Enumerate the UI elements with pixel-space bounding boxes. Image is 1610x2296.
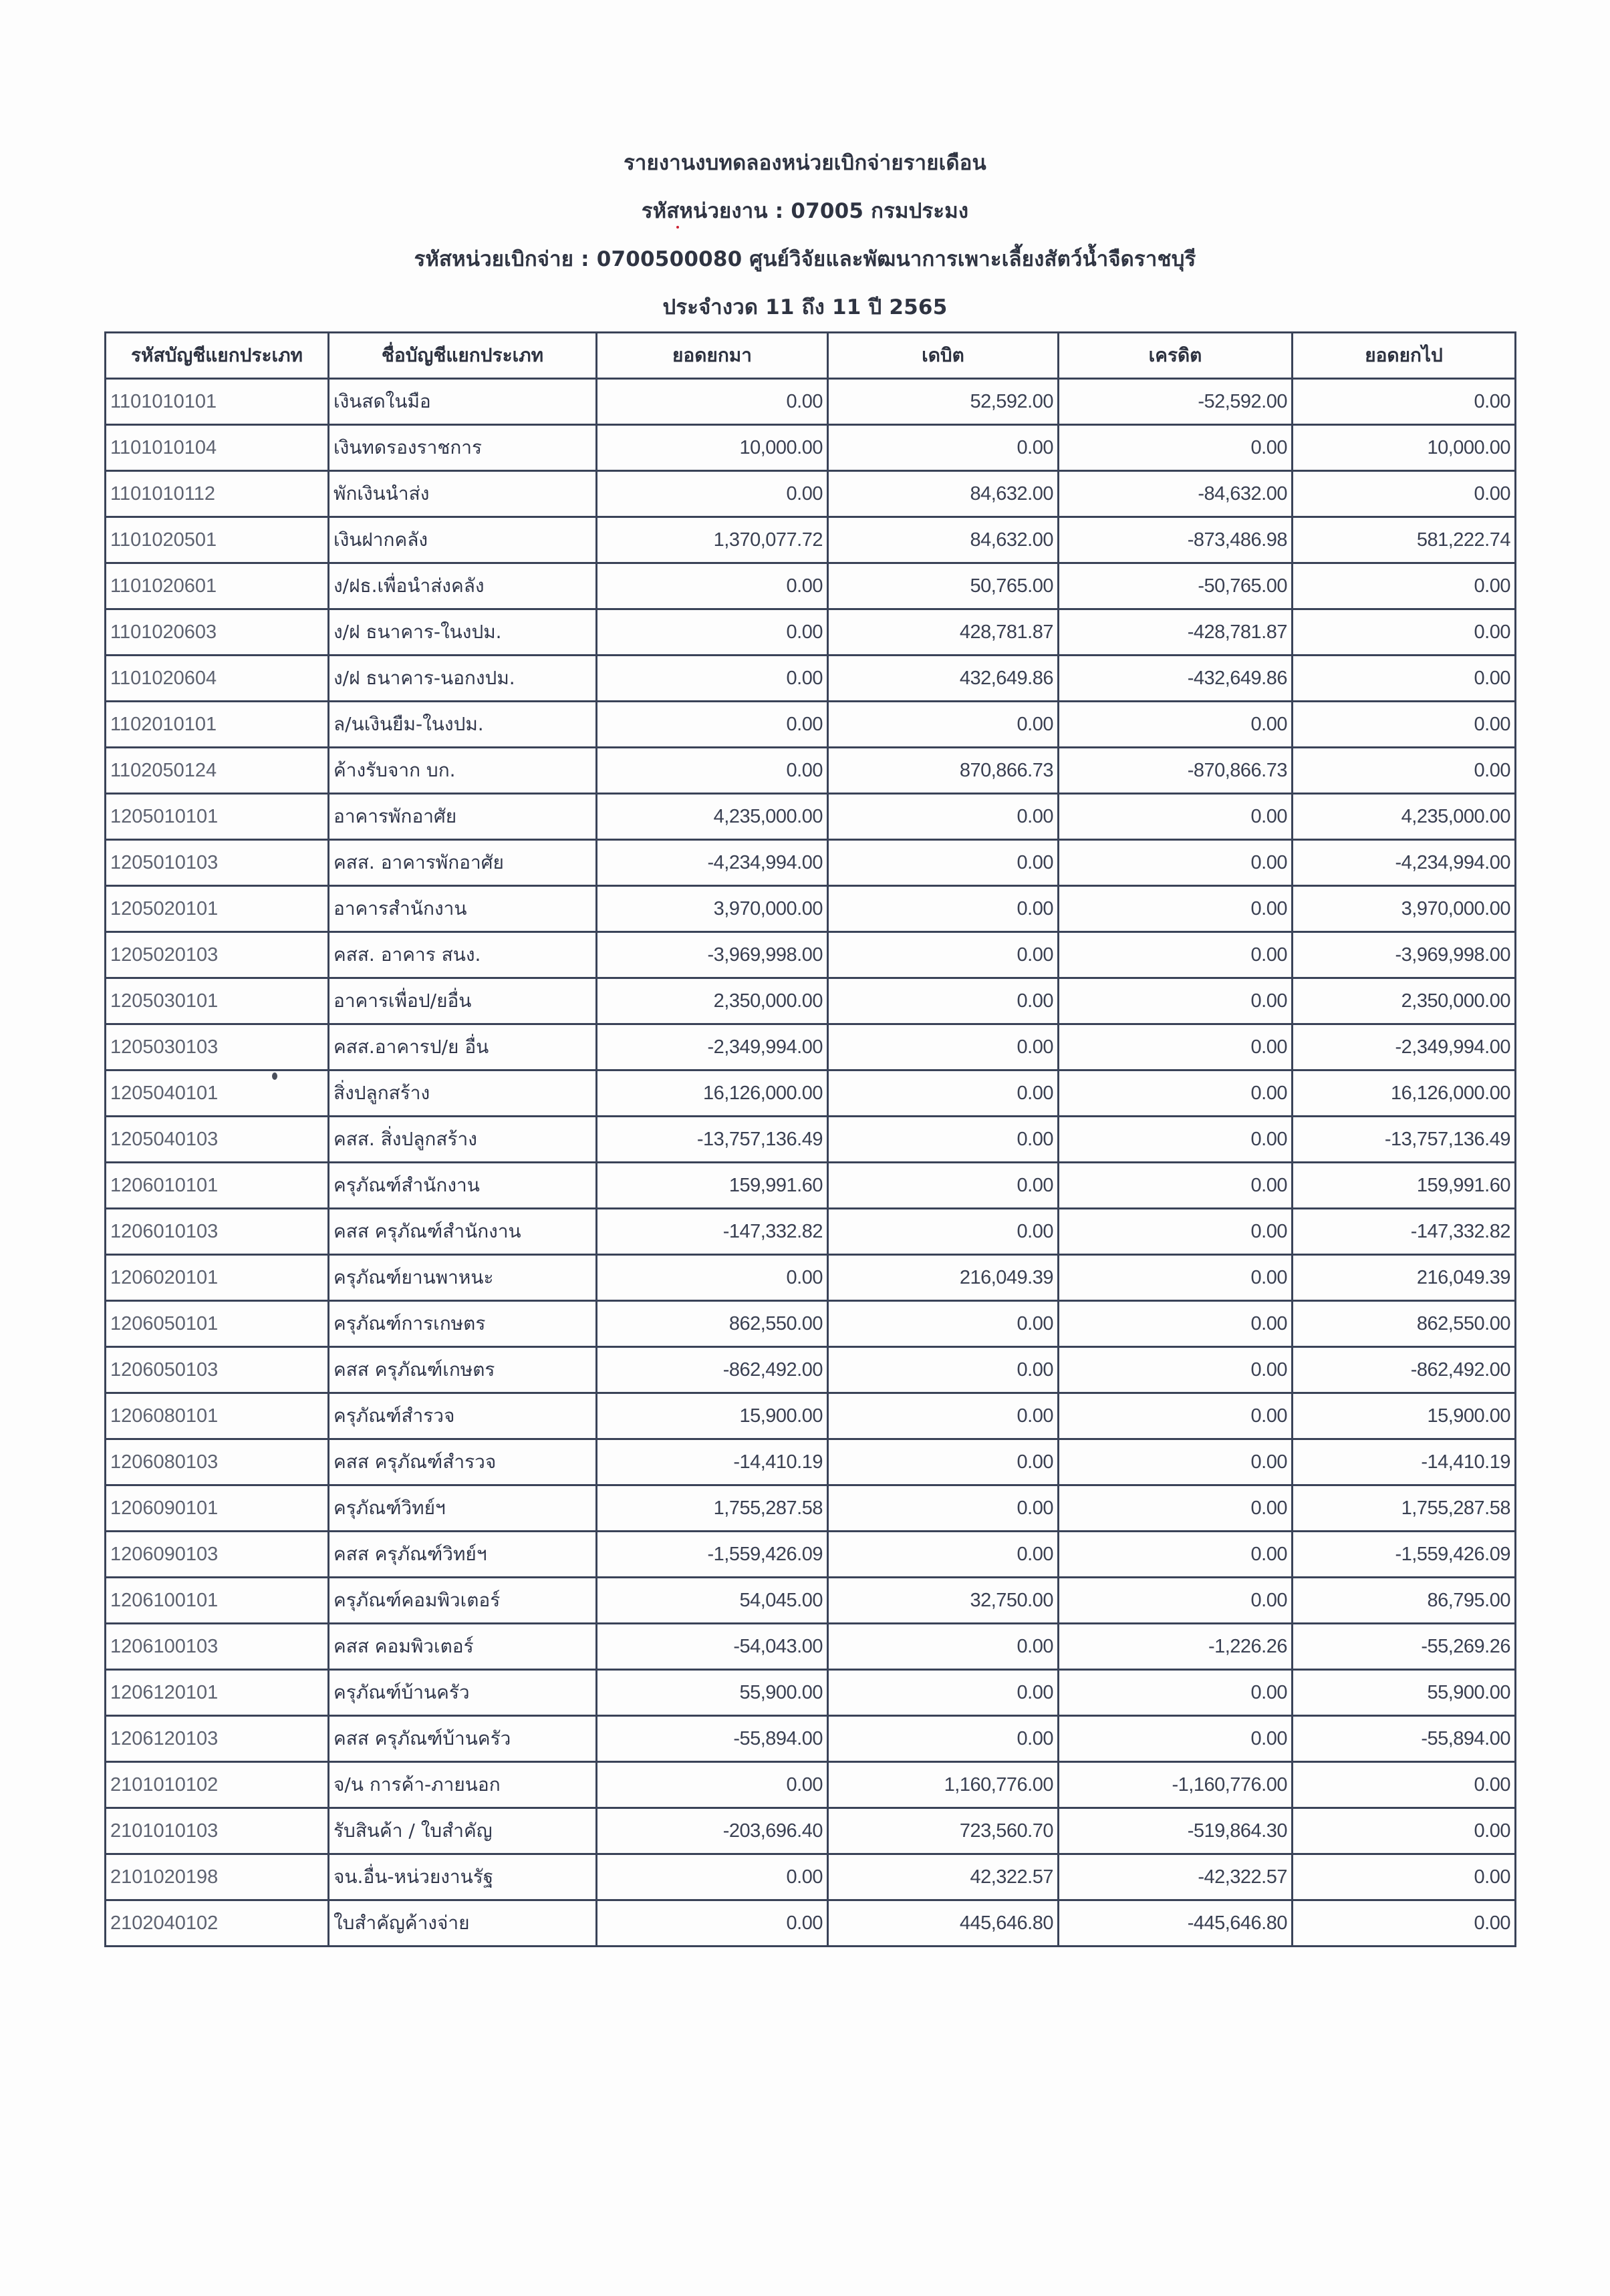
table-row [106,1070,1516,1117]
credit-cell: 0.00 [1059,1347,1293,1393]
debit-cell: 0.00 [828,1624,1059,1670]
debit-cell: 0.00 [828,1209,1059,1255]
credit-cell: 0.00 [1059,1301,1293,1347]
carried-forward-cell: 581,222.74 [1293,517,1516,563]
account-name-cell: คสส ครุภัณฑ์วิทย์ฯ [329,1532,597,1578]
table-row [106,794,1516,840]
carried-forward-cell: 0.00 [1293,471,1516,517]
account-name-cell: คสส ครุภัณฑ์บ้านครัว [329,1716,597,1762]
carried-forward-cell: 3,970,000.00 [1293,886,1516,932]
column-header-brought-forward: ยอดยกมา [597,333,828,379]
carried-forward-cell: 15,900.00 [1293,1393,1516,1439]
account-code-cell: 1101010112 [106,471,329,517]
table-row [106,978,1516,1024]
account-code-cell: 1206080103 [106,1439,329,1485]
account-name-cell: ง/ฝธ.เพื่อนำส่งคลัง [329,563,597,609]
table-row [106,1255,1516,1301]
table-row [106,609,1516,656]
credit-cell: 0.00 [1059,1532,1293,1578]
period-line: ประจำงวด 11 ถึง 11 ปี 2565 [662,295,948,319]
credit-cell: -873,486.98 [1059,517,1293,563]
account-name-cell: ครุภัณฑ์สำรวจ [329,1393,597,1439]
account-name-cell: ครุภัณฑ์บ้านครัว [329,1670,597,1716]
debit-cell: 0.00 [828,932,1059,978]
table-row [106,886,1516,932]
carried-forward-cell: 0.00 [1293,656,1516,702]
debit-cell: 445,646.80 [828,1900,1059,1947]
account-code-cell: 1206050101 [106,1301,329,1347]
account-code-cell: 1102010101 [106,702,329,748]
carried-forward-cell: 0.00 [1293,563,1516,609]
carried-forward-cell: 159,991.60 [1293,1163,1516,1209]
brought-forward-cell: -55,894.00 [597,1716,828,1762]
account-code-cell: 1101020604 [106,656,329,702]
carried-forward-cell: -4,234,994.00 [1293,840,1516,886]
column-header-account-code: รหัสบัญชีแยกประเภท [106,333,329,379]
account-code-cell: 1101020603 [106,609,329,656]
carried-forward-cell: 10,000.00 [1293,425,1516,471]
table-row [106,1532,1516,1578]
account-code-cell: 1205030101 [106,978,329,1024]
account-name-cell: จน.อื่น-หน่วยงานรัฐ [329,1854,597,1900]
carried-forward-cell: 2,350,000.00 [1293,978,1516,1024]
brought-forward-cell: -862,492.00 [597,1347,828,1393]
debit-cell: 0.00 [828,1393,1059,1439]
account-code-cell: 1205020103 [106,932,329,978]
carried-forward-cell: -13,757,136.49 [1293,1117,1516,1163]
debit-cell: 0.00 [828,1670,1059,1716]
account-name-cell: อาคารสำนักงาน [329,886,597,932]
credit-cell: 0.00 [1059,1117,1293,1163]
debit-cell: 0.00 [828,1439,1059,1485]
table-row [106,1347,1516,1393]
account-name-cell: ใบสำคัญค้างจ่าย [329,1900,597,1947]
account-code-cell: 1206080101 [106,1393,329,1439]
table-row [106,1393,1516,1439]
account-code-cell: 1206020101 [106,1255,329,1301]
carried-forward-cell: 4,235,000.00 [1293,794,1516,840]
table-row [106,748,1516,794]
brought-forward-cell: 0.00 [597,702,828,748]
trial-balance-table [104,331,1516,1947]
account-code-cell: 2102040102 [106,1900,329,1947]
table-row [106,563,1516,609]
credit-cell: -428,781.87 [1059,609,1293,656]
account-name-cell: จ/น การค้า-ภายนอก [329,1762,597,1808]
carried-forward-cell: -147,332.82 [1293,1209,1516,1255]
brought-forward-cell: 0.00 [597,379,828,425]
brought-forward-cell: 0.00 [597,1854,828,1900]
account-code-cell: 2101010102 [106,1762,329,1808]
table-row [106,1439,1516,1485]
brought-forward-cell: 54,045.00 [597,1578,828,1624]
brought-forward-cell: 0.00 [597,563,828,609]
account-name-cell: ล/นเงินยืม-ในงปม. [329,702,597,748]
debit-cell: 0.00 [828,1347,1059,1393]
scan-speck [272,1072,277,1080]
account-name-cell: คสส ครุภัณฑ์สำรวจ [329,1439,597,1485]
debit-cell: 0.00 [828,840,1059,886]
account-name-cell: ครุภัณฑ์การเกษตร [329,1301,597,1347]
account-code-cell: 1205030103 [106,1024,329,1070]
brought-forward-cell: -3,969,998.00 [597,932,828,978]
brought-forward-cell: 0.00 [597,1255,828,1301]
account-code-cell: 2101010103 [106,1808,329,1854]
account-name-cell: ครุภัณฑ์วิทย์ฯ [329,1485,597,1532]
debit-cell: 0.00 [828,1163,1059,1209]
account-code-cell: 1206010103 [106,1209,329,1255]
account-code-cell: 1206090103 [106,1532,329,1578]
column-header-account-name: ชื่อบัญชีแยกประเภท [329,333,597,379]
scan-speck [676,226,679,229]
brought-forward-cell: 0.00 [597,1900,828,1947]
brought-forward-cell: 0.00 [597,609,828,656]
account-name-cell: คสส คอมพิวเตอร์ [329,1624,597,1670]
account-code-cell: 1206100103 [106,1624,329,1670]
table-row [106,1163,1516,1209]
debit-cell: 1,160,776.00 [828,1762,1059,1808]
carried-forward-cell: -55,894.00 [1293,1716,1516,1762]
credit-cell: 0.00 [1059,1393,1293,1439]
table-row [106,1670,1516,1716]
credit-cell: 0.00 [1059,886,1293,932]
account-name-cell: ครุภัณฑ์ยานพาหนะ [329,1255,597,1301]
debit-cell: 0.00 [828,1485,1059,1532]
credit-cell: 0.00 [1059,1163,1293,1209]
credit-cell: -519,864.30 [1059,1808,1293,1854]
credit-cell: 0.00 [1059,978,1293,1024]
credit-cell: 0.00 [1059,840,1293,886]
brought-forward-cell: 1,370,077.72 [597,517,828,563]
account-name-cell: ง/ฝ ธนาคาร-ในงปม. [329,609,597,656]
account-name-cell: คสส ครุภัณฑ์สำนักงาน [329,1209,597,1255]
account-name-cell: อาคารเพื่อป/ยอื่น [329,978,597,1024]
table-row [106,1808,1516,1854]
credit-cell: -1,160,776.00 [1059,1762,1293,1808]
credit-cell: -432,649.86 [1059,656,1293,702]
account-code-cell: 1206090101 [106,1485,329,1532]
brought-forward-cell: -14,410.19 [597,1439,828,1485]
brought-forward-cell: 0.00 [597,1762,828,1808]
account-code-cell: 1206050103 [106,1347,329,1393]
account-name-cell: คสส. สิ่งปลูกสร้าง [329,1117,597,1163]
column-header-carried-forward: ยอดยกไป [1293,333,1516,379]
carried-forward-cell: 0.00 [1293,702,1516,748]
brought-forward-cell: 2,350,000.00 [597,978,828,1024]
account-code-cell: 1206100101 [106,1578,329,1624]
credit-cell: -84,632.00 [1059,471,1293,517]
brought-forward-cell: -147,332.82 [597,1209,828,1255]
account-name-cell: อาคารพักอาศัย [329,794,597,840]
brought-forward-cell: 16,126,000.00 [597,1070,828,1117]
credit-cell: 0.00 [1059,1255,1293,1301]
debit-cell: 0.00 [828,425,1059,471]
account-code-cell: 1102050124 [106,748,329,794]
table-row [106,702,1516,748]
table-row [106,1209,1516,1255]
carried-forward-cell: 0.00 [1293,748,1516,794]
brought-forward-cell: 159,991.60 [597,1163,828,1209]
table-body [106,379,1516,1947]
account-code-cell: 1206010101 [106,1163,329,1209]
carried-forward-cell: 0.00 [1293,1808,1516,1854]
credit-cell: 0.00 [1059,932,1293,978]
debit-cell: 50,765.00 [828,563,1059,609]
brought-forward-cell: -2,349,994.00 [597,1024,828,1070]
credit-cell: 0.00 [1059,1485,1293,1532]
carried-forward-cell: -1,559,426.09 [1293,1532,1516,1578]
debit-cell: 0.00 [828,1024,1059,1070]
account-name-cell: คสส.อาคารป/ย อื่น [329,1024,597,1070]
brought-forward-cell: 862,550.00 [597,1301,828,1347]
account-code-cell: 1206120101 [106,1670,329,1716]
table-row [106,517,1516,563]
account-name-cell: ครุภัณฑ์สำนักงาน [329,1163,597,1209]
brought-forward-cell: -54,043.00 [597,1624,828,1670]
carried-forward-cell: -55,269.26 [1293,1624,1516,1670]
credit-cell: 0.00 [1059,1716,1293,1762]
credit-cell: 0.00 [1059,794,1293,840]
debit-cell: 0.00 [828,702,1059,748]
brought-forward-cell: 55,900.00 [597,1670,828,1716]
account-name-cell: เงินสดในมือ [329,379,597,425]
debit-cell: 428,781.87 [828,609,1059,656]
brought-forward-cell: -203,696.40 [597,1808,828,1854]
brought-forward-cell: -4,234,994.00 [597,840,828,886]
column-header-debit: เดบิต [828,333,1059,379]
table-row [106,1485,1516,1532]
carried-forward-cell: 0.00 [1293,1762,1516,1808]
account-name-cell: พักเงินนำส่ง [329,471,597,517]
account-name-cell: คสส. อาคาร สนง. [329,932,597,978]
account-code-cell: 1205010103 [106,840,329,886]
credit-cell: 0.00 [1059,1024,1293,1070]
carried-forward-cell: -3,969,998.00 [1293,932,1516,978]
debit-cell: 32,750.00 [828,1578,1059,1624]
debit-cell: 84,632.00 [828,471,1059,517]
account-name-cell: สิ่งปลูกสร้าง [329,1070,597,1117]
debit-cell: 0.00 [828,1117,1059,1163]
table-row [106,1762,1516,1808]
debit-cell: 0.00 [828,1070,1059,1117]
brought-forward-cell: 10,000.00 [597,425,828,471]
table-row [106,1716,1516,1762]
brought-forward-cell: 0.00 [597,656,828,702]
credit-cell: 0.00 [1059,425,1293,471]
debit-cell: 0.00 [828,1716,1059,1762]
account-code-cell: 1101010101 [106,379,329,425]
carried-forward-cell: 0.00 [1293,1854,1516,1900]
account-name-cell: ง/ฝ ธนาคาร-นอกงปม. [329,656,597,702]
account-name-cell: เงินฝากคลัง [329,517,597,563]
carried-forward-cell: -862,492.00 [1293,1347,1516,1393]
table-row [106,1301,1516,1347]
debit-cell: 723,560.70 [828,1808,1059,1854]
credit-cell: 0.00 [1059,1209,1293,1255]
brought-forward-cell: 15,900.00 [597,1393,828,1439]
table-row [106,1900,1516,1947]
credit-cell: -42,322.57 [1059,1854,1293,1900]
credit-cell: 0.00 [1059,1670,1293,1716]
carried-forward-cell: 16,126,000.00 [1293,1070,1516,1117]
table-header-row [106,333,1516,379]
carried-forward-cell: 0.00 [1293,379,1516,425]
account-name-cell: คสส ครุภัณฑ์เกษตร [329,1347,597,1393]
account-name-cell: ครุภัณฑ์คอมพิวเตอร์ [329,1578,597,1624]
credit-cell: -445,646.80 [1059,1900,1293,1947]
brought-forward-cell: 0.00 [597,471,828,517]
brought-forward-cell: -13,757,136.49 [597,1117,828,1163]
credit-cell: -870,866.73 [1059,748,1293,794]
credit-cell: 0.00 [1059,702,1293,748]
report-title: รายงานงบทดลองหน่วยเบิกจ่ายรายเดือน [624,151,986,175]
debit-cell: 42,322.57 [828,1854,1059,1900]
table-row [106,1117,1516,1163]
debit-cell: 870,866.73 [828,748,1059,794]
column-header-credit: เครดิต [1059,333,1293,379]
table-row [106,932,1516,978]
credit-cell: -52,592.00 [1059,379,1293,425]
debit-cell: 0.00 [828,978,1059,1024]
debit-cell: 432,649.86 [828,656,1059,702]
table-row [106,425,1516,471]
debit-cell: 0.00 [828,794,1059,840]
carried-forward-cell: 0.00 [1293,1900,1516,1947]
carried-forward-cell: -14,410.19 [1293,1439,1516,1485]
credit-cell: 0.00 [1059,1439,1293,1485]
debit-cell: 0.00 [828,1532,1059,1578]
account-name-cell: รับสินค้า / ใบสำคัญ [329,1808,597,1854]
table-row [106,840,1516,886]
brought-forward-cell: 3,970,000.00 [597,886,828,932]
table-row [106,471,1516,517]
debit-cell: 84,632.00 [828,517,1059,563]
carried-forward-cell: 0.00 [1293,609,1516,656]
brought-forward-cell: 4,235,000.00 [597,794,828,840]
table-row [106,656,1516,702]
carried-forward-cell: 86,795.00 [1293,1578,1516,1624]
account-code-cell: 1205010101 [106,794,329,840]
brought-forward-cell: -1,559,426.09 [597,1532,828,1578]
carried-forward-cell: 862,550.00 [1293,1301,1516,1347]
table-row [106,1854,1516,1900]
credit-cell: 0.00 [1059,1070,1293,1117]
account-code-cell: 1101020501 [106,517,329,563]
account-name-cell: เงินทดรองราชการ [329,425,597,471]
disbursing-unit-line: รหัสหน่วยเบิกจ่าย : 0700500080 ศูนย์วิจัยและพัฒนาการเพาะเลี้ยงสัตว์น้ำจืดราชบุรี [414,247,1196,271]
agency-line: รหัสหน่วยงาน : 07005 กรมประมง [641,199,969,223]
account-code-cell: 1205020101 [106,886,329,932]
brought-forward-cell: 0.00 [597,748,828,794]
account-code-cell: 1205040103 [106,1117,329,1163]
table-row [106,379,1516,425]
credit-cell: 0.00 [1059,1578,1293,1624]
debit-cell: 216,049.39 [828,1255,1059,1301]
table-row [106,1624,1516,1670]
carried-forward-cell: 1,755,287.58 [1293,1485,1516,1532]
account-code-cell: 1206120103 [106,1716,329,1762]
debit-cell: 0.00 [828,886,1059,932]
account-code-cell: 1101020601 [106,563,329,609]
account-code-cell: 1101010104 [106,425,329,471]
carried-forward-cell: 216,049.39 [1293,1255,1516,1301]
account-name-cell: คสส. อาคารพักอาศัย [329,840,597,886]
carried-forward-cell: -2,349,994.00 [1293,1024,1516,1070]
credit-cell: -1,226.26 [1059,1624,1293,1670]
carried-forward-cell: 55,900.00 [1293,1670,1516,1716]
credit-cell: -50,765.00 [1059,563,1293,609]
table-row [106,1578,1516,1624]
account-code-cell: 2101020198 [106,1854,329,1900]
account-name-cell: ค้างรับจาก บก. [329,748,597,794]
debit-cell: 52,592.00 [828,379,1059,425]
debit-cell: 0.00 [828,1301,1059,1347]
account-code-cell: 1205040101 [106,1070,329,1117]
table-row [106,1024,1516,1070]
brought-forward-cell: 1,755,287.58 [597,1485,828,1532]
